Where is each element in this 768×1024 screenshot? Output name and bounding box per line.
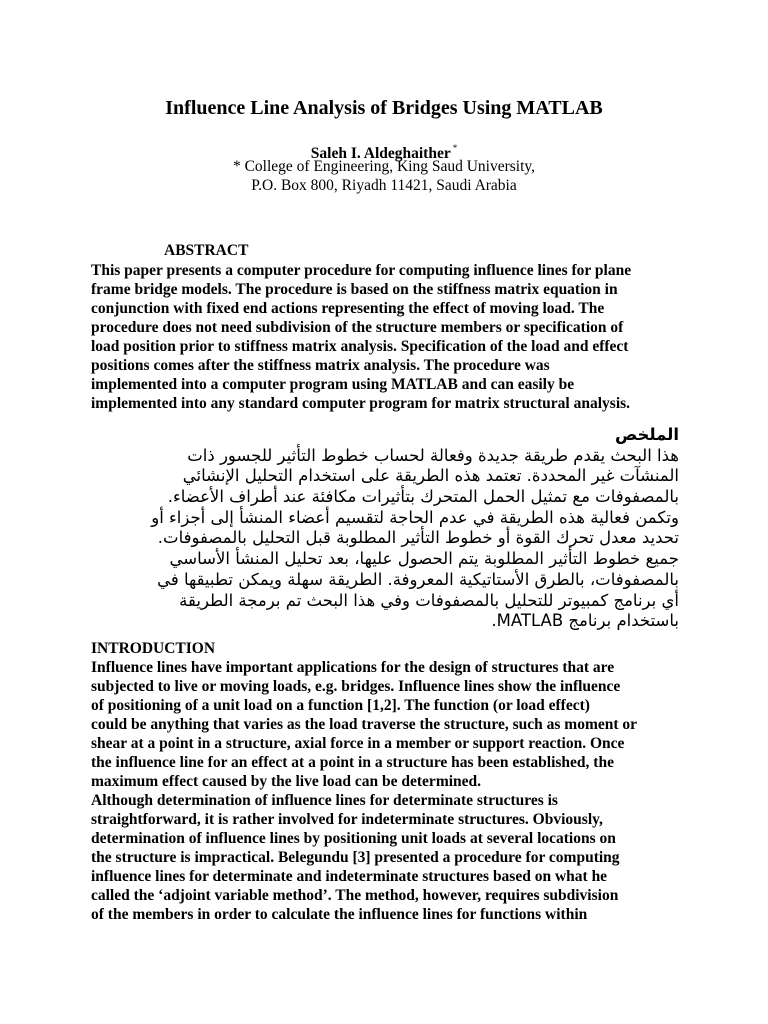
introduction-line: subjected to live or moving loads, e.g. bridges. Influence lines show the influence (91, 678, 621, 695)
affiliation-line: * College of Engineering, King Saud University, (232, 158, 536, 175)
abstract-line: frame bridge models. The procedure is based on the stiffness matrix equation in (91, 281, 618, 298)
arabic-abstract-line: المنشآت غير المحددة. تعتمد هذه الطريقة على استخدام التحليل الإنشائي (182, 466, 679, 486)
introduction-line: shear at a point in a structure, axial force in a member or support reaction. Once (91, 735, 625, 752)
introduction-line: could be anything that varies as the load traverse the structure, such as moment or (91, 716, 638, 733)
arabic-abstract-line: جميع خطوط التأثير المطلوبة يتم الحصول عليها، بعد تحليل المنشأ الأساسي (169, 549, 679, 569)
abstract-line: This paper presents a computer procedure for computing influence lines for plane (91, 262, 632, 279)
arabic-abstract-line: تحديد معدل تحرك القوة أو خطوط التأثير المطلوبة قبل التحليل بالمصفوفات. (157, 528, 679, 548)
introduction-heading: INTRODUCTION (91, 640, 216, 657)
arabic-abstract-line: وتكمن فعالية هذه الطريقة في عدم الحاجة لتقسيم أعضاء المنشأ إلى أجزاء أو (151, 507, 679, 527)
arabic-abstract-line: بالمصفوفات، بالطرق الأستاتيكية المعروفة. الطريقة سهلة ويمكن تطبيقها في (157, 569, 679, 589)
abstract-line: procedure does not need subdivision of the structure members or specification of (91, 319, 624, 336)
introduction-line: of the members in order to calculate the influence lines for functions within (91, 906, 588, 923)
arabic-abstract-line: أي برنامج كمبيوتر للتحليل بالمصفوفات وفي هذا البحث تم برمجة الطريقة (179, 590, 679, 610)
introduction-line: Influence lines have important applications for the design of structures that are (91, 659, 615, 676)
abstract-line: implemented into any standard computer program for matrix structural analysis. (91, 395, 631, 412)
introduction-line: of positioning of a unit load on a function [1,2]. The function (or load effect) (91, 697, 590, 714)
introduction-line: determination of influence lines by positioning unit loads at several locations on (91, 830, 616, 847)
paper-title: Influence Line Analysis of Bridges Using MATLAB (165, 97, 603, 119)
arabic-abstract-line: بالمصفوفات مع تمثيل الحمل المتحرك بتأثيرات مكافئة عند أطراف الأعضاء. (167, 487, 679, 507)
abstract-line: implemented into a computer program using MATLAB and can easily be (91, 376, 575, 393)
arabic-abstract (151, 425, 679, 632)
introduction-line: Although determination of influence lines for determinate structures is (91, 792, 558, 809)
introduction-line: influence lines for determinate and indeterminate structures based on what he (91, 868, 608, 885)
abstract-line: conjunction with fixed end actions representing the effect of moving load. The (91, 300, 605, 317)
introduction-line: the structure is impractical. Belegundu [3] presented a procedure for computing (91, 849, 620, 866)
introduction-line: called the ‘adjoint variable method’. The method, however, requires subdivision (91, 887, 619, 904)
arabic-abstract-heading: الملخص (614, 425, 679, 444)
arabic-abstract-line: هذا البحث يقدم طريقة جديدة وفعالة لحساب خطوط التأثير للجسور ذات (187, 445, 679, 465)
introduction-body (91, 658, 637, 924)
author-footnote-mark: * (452, 143, 458, 153)
abstract-body (91, 261, 631, 413)
author-name-text: Saleh I. Aldeghaither (310, 145, 451, 162)
affiliation (0, 157, 768, 195)
introduction-line: straightforward, it is rather involved for indeterminate structures. Obviously, (91, 811, 603, 828)
introduction-line: maximum effect caused by the live load can be determined. (91, 773, 482, 790)
abstract-line: positions comes after the stiffness matrix analysis. The procedure was (91, 357, 550, 374)
affiliation-line: P.O. Box 800, Riyadh 11421, Saudi Arabia (251, 177, 517, 194)
abstract-heading: ABSTRACT (164, 242, 249, 259)
abstract-line: load position prior to stiffness matrix analysis. Specification of the load and effect (91, 338, 629, 355)
arabic-abstract-line: باستخدام برنامج MATLAB. (491, 611, 679, 631)
introduction-line: the influence line for an effect at a point in a structure has been established, the (91, 754, 614, 771)
